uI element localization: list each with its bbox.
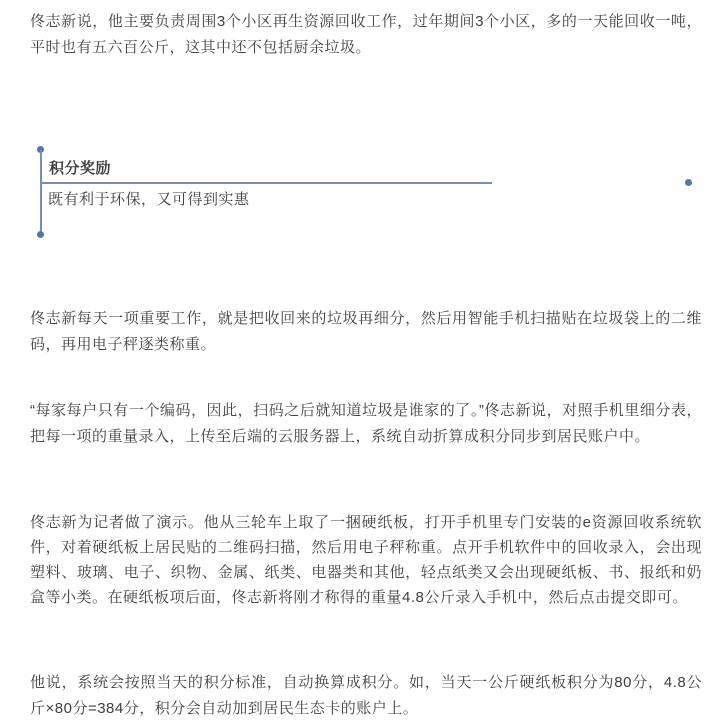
section-title: 积分奖励: [49, 160, 112, 177]
horizontal-rule: [41, 182, 492, 184]
paragraph-intro: 佟志新说，他主要负责周围3个小区再生资源回收工作，过年期间3个小区，多的一天能回收一吨，平时也有五六百公斤，这其中还不包括厨余垃圾。: [30, 13, 702, 56]
paragraph-demo: 佟志新为记者做了演示。他从三轮车上取了一捆硬纸板，打开手机里专门安装的e资源回收系统软件，对着硬纸板上居民贴的二维码扫描，然后用电子秤称重。点开手机软件中的回收录入，会出现塑料、玻璃、电子、织物、金属、纸类、电器类和其他，轻点纸类又会出现硬纸板、书、报纸和奶盒等小类。在硬纸板项后面，佟志新将刚才称得的重量4.8公斤录入手机中，然后点击提交即可。: [30, 514, 702, 606]
paragraph-daily-work: 佟志新每天一项重要工作，就是把收回来的垃圾再细分，然后用智能手机扫描贴在垃圾袋上的二维码，再用电子秤逐类称重。: [30, 310, 702, 353]
section-subtitle: 既有利于环保，又可得到实惠: [48, 191, 250, 208]
decorative-dot-right-icon: [685, 179, 692, 186]
paragraph-quote-coding: “每家每户只有一个编码，因此，扫码之后就知道垃圾是谁家的了。”佟志新说，对照手机里细分表，把每一项的重量录入，上传至后端的云服务器上，系统自动折算成积分同步到居民账户中。: [30, 402, 702, 445]
vertical-rule: [40, 150, 42, 235]
paragraph-points-calculation: 他说，系统会按照当天的积分标准，自动换算成积分。如，当天一公斤硬纸板积分为80分，4.8公斤×80分=384分，积分会自动加到居民生态卡的账户上。: [30, 674, 702, 717]
decorative-dot-bottom-icon: [37, 231, 44, 238]
